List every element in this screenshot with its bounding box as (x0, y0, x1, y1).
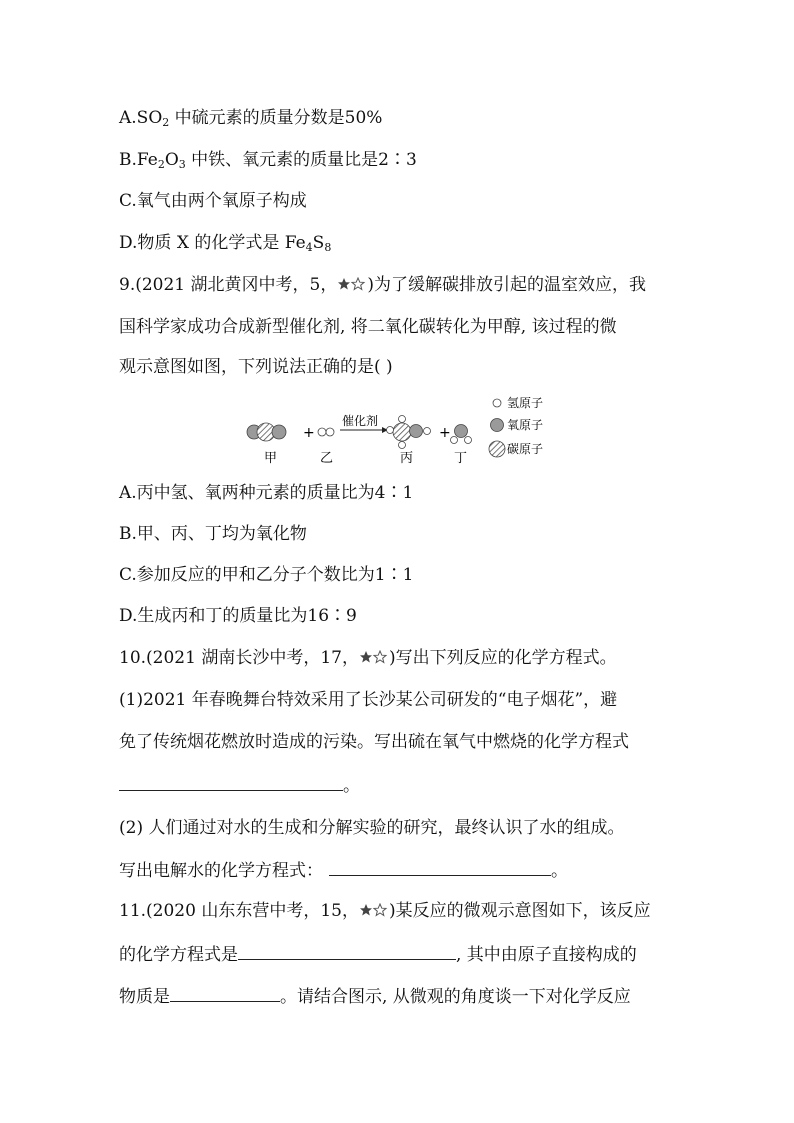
q10-part1-line2: 免了传统烟花燃放时造成的污染。写出硫在氧气中燃烧的化学方程式 (119, 732, 629, 752)
legend (489, 396, 543, 457)
q11-stem-line2: 的化学方程式是 , 其中由原子直接构成的 (119, 941, 637, 967)
catalyst-label: 催化剂 (342, 414, 379, 428)
molecule-ding (451, 425, 472, 444)
q9-stem-line3: 观示意图如图，下列说法正确的是( ) (119, 357, 393, 377)
q8-option-b: $B.Fe_2O_3$ 中铁、氧元素的质量比是2∶3 (119, 150, 417, 171)
q9-stem-line1: 9.(2021 湖北黄冈中考，5， )为了缓解碳排放引起的温室效应，我 (119, 275, 646, 295)
q10-part2-line2: 写出电解水的化学方程式： 。 (119, 857, 568, 883)
answer-blank-1[interactable] (119, 772, 343, 791)
q9-option-d: D.生成丙和丁的质量比为16∶9 (119, 606, 357, 626)
answer-blank-3[interactable] (238, 941, 456, 960)
label-jia: 甲 (264, 451, 278, 466)
label-bing: 丙 (400, 451, 414, 466)
q9-option-c: C.参加反应的甲和乙分子个数比为1∶1 (119, 565, 414, 585)
q9-option-a: A.丙中氢、氧两种元素的质量比为4∶1 (119, 483, 414, 503)
legend-carbon-icon (489, 441, 505, 457)
answer-blank-2[interactable] (329, 857, 551, 876)
molecule-jia (247, 423, 286, 441)
q10-part2-line1: (2) 人们通过对水的生成和分解实验的研究，最终认识了水的组成。 (119, 818, 625, 838)
difficulty-star-icon (337, 277, 367, 291)
q9-option-b: B.甲、丙、丁均为氧化物 (119, 524, 307, 544)
q8-option-c: C.氧气由两个氧原子构成 (119, 191, 307, 211)
q11-stem-line3: 物质是 。请结合图示, 从微观的角度谈一下对化学反应 (119, 983, 631, 1009)
reaction-diagram (240, 390, 560, 468)
q11-stem-line1: 11.(2020 山东东营中考，15， )某反应的微观示意图如下，该反应 (119, 901, 651, 921)
q8-option-a: $A.SO_2$ 中硫元素的质量分数是50% (119, 108, 383, 129)
plus-sign-1: + (303, 425, 315, 441)
difficulty-star-icon (359, 903, 389, 917)
q10-part1-line3: 。 (119, 772, 360, 798)
q9-stem-line2: 国科学家成功合成新型催化剂, 将二氧化碳转化为甲醇, 该过程的微 (119, 317, 617, 337)
legend-carbon-label: 碳原子 (507, 442, 544, 456)
answer-blank-4[interactable] (170, 983, 280, 1002)
q8-option-d: D.物质 X 的化学式是 $Fe_4S_8$ (119, 233, 332, 254)
molecule-bing (387, 416, 431, 449)
legend-oxygen-icon (491, 419, 504, 432)
legend-hydrogen-label: 氢原子 (507, 396, 544, 410)
molecule-yi (318, 428, 334, 436)
plus-sign-2: + (439, 425, 451, 441)
q10-stem: 10.(2021 湖南长沙中考，17， )写出下列反应的化学方程式。 (119, 648, 617, 668)
q10-part1-line1: (1)2021 年春晚舞台特效采用了长沙某公司研发的“电子烟花”，避 (119, 690, 618, 710)
label-yi: 乙 (320, 451, 334, 466)
legend-hydrogen-icon (493, 399, 501, 407)
legend-oxygen-label: 氧原子 (507, 418, 544, 432)
difficulty-star-icon (359, 650, 389, 664)
label-ding: 丁 (454, 451, 468, 466)
